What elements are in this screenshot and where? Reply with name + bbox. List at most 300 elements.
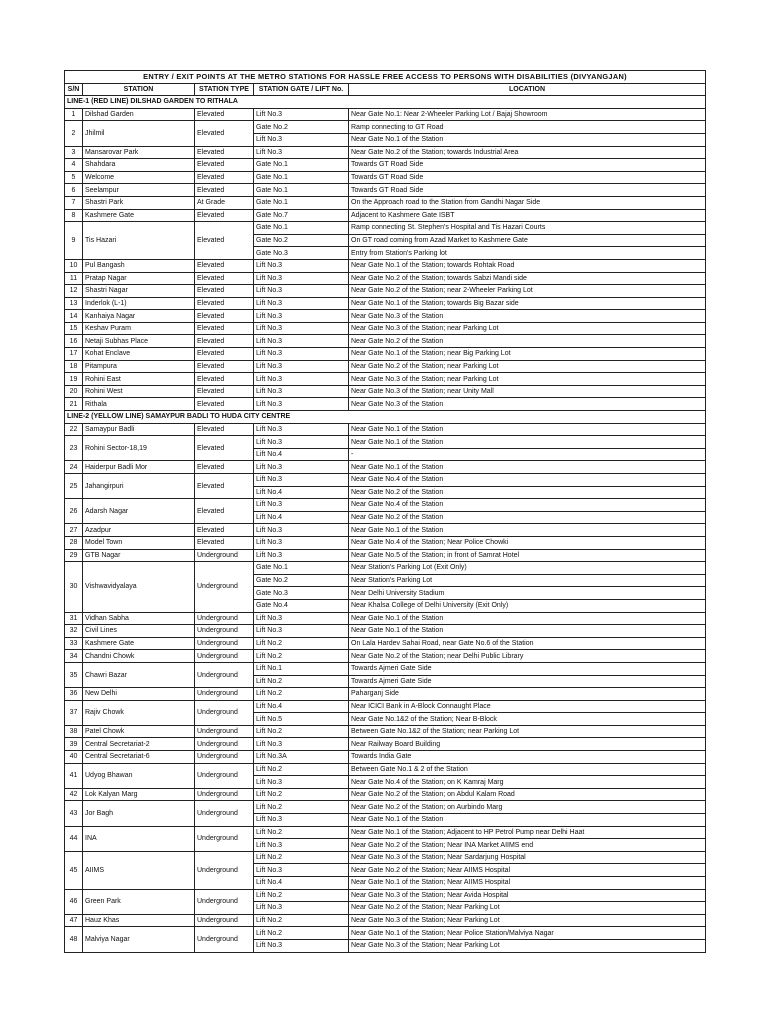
gate-lift-number: Lift No.3 — [254, 549, 349, 562]
station-sn: 35 — [65, 662, 83, 687]
gate-lift-number: Lift No.4 — [254, 448, 349, 461]
gate-lift-number: Lift No.3 — [254, 108, 349, 121]
section-heading-row — [65, 411, 706, 424]
station-type: Elevated — [195, 146, 254, 159]
station-name: Udyog Bhawan — [83, 763, 195, 788]
gate-lift-number: Gate No.3 — [254, 587, 349, 600]
table-row — [65, 562, 706, 575]
gate-lift-number: Lift No.3 — [254, 839, 349, 852]
table-row — [65, 310, 706, 323]
location-description: Near Gate No.2 of the Station; on Abdul Kalam Road — [349, 788, 706, 801]
gate-lift-number: Lift No.3 — [254, 310, 349, 323]
station-name: Jor Bagh — [83, 801, 195, 826]
location-description: Near Gate No.4 of the Station; on K Kamraj Marg — [349, 776, 706, 789]
table-row — [65, 385, 706, 398]
station-type: Elevated — [195, 335, 254, 348]
station-name: Hauz Khas — [83, 914, 195, 927]
station-name: Rajiv Chowk — [83, 700, 195, 725]
station-type: At Grade — [195, 196, 254, 209]
station-sn: 36 — [65, 688, 83, 701]
station-sn: 26 — [65, 499, 83, 524]
station-name: Samaypur Badli — [83, 423, 195, 436]
station-type: Underground — [195, 738, 254, 751]
gate-lift-number: Lift No.4 — [254, 511, 349, 524]
station-sn: 30 — [65, 562, 83, 612]
gate-lift-number: Gate No.1 — [254, 562, 349, 575]
location-description: Adjacent to Kashmere Gate ISBT — [349, 209, 706, 222]
location-description: Near Gate No.3 of the Station — [349, 310, 706, 323]
location-description: Near Gate No.2 of the Station; Near AIIMS Hospital — [349, 864, 706, 877]
column-header-station-type: STATION TYPE — [195, 83, 254, 96]
table-row — [65, 322, 706, 335]
table-row — [65, 259, 706, 272]
table-row — [65, 373, 706, 386]
station-type: Elevated — [195, 121, 254, 146]
station-sn: 39 — [65, 738, 83, 751]
table-row — [65, 536, 706, 549]
station-sn: 42 — [65, 788, 83, 801]
location-description: Near Gate No.3 of the Station; near Unity Mall — [349, 385, 706, 398]
gate-lift-number: Lift No.2 — [254, 914, 349, 927]
gate-lift-number: Lift No.2 — [254, 889, 349, 902]
location-description: Near Gate No.2 of the Station; near 2-Wheeler Parking Lot — [349, 285, 706, 298]
station-sn: 16 — [65, 335, 83, 348]
station-type: Underground — [195, 725, 254, 738]
location-description: Ramp connecting to GT Road — [349, 121, 706, 134]
location-description: Towards GT Road Side — [349, 184, 706, 197]
table-row — [65, 360, 706, 373]
location-description: Near Gate No.1 of the Station — [349, 461, 706, 474]
location-description: Paharganj Side — [349, 688, 706, 701]
station-type: Elevated — [195, 222, 254, 260]
station-sn: 29 — [65, 549, 83, 562]
station-type: Underground — [195, 826, 254, 851]
location-description: Near Gate No.2 of the Station; on Aurbindo Marg — [349, 801, 706, 814]
station-name: Rohini Sector-18,19 — [83, 436, 195, 461]
table-row — [65, 889, 706, 902]
gate-lift-number: Gate No.4 — [254, 599, 349, 612]
location-description: Near Gate No.3 of the Station — [349, 398, 706, 411]
station-sn: 44 — [65, 826, 83, 851]
station-type: Elevated — [195, 461, 254, 474]
accessibility-table-sheet — [64, 70, 705, 953]
location-description: Near Gate No.2 of the Station; Near INA Market AIIMS end — [349, 839, 706, 852]
location-description: Near Gate No.2 of the Station; near Parking Lot — [349, 360, 706, 373]
table-row — [65, 927, 706, 940]
station-sn: 6 — [65, 184, 83, 197]
gate-lift-number: Lift No.4 — [254, 700, 349, 713]
table-row — [65, 335, 706, 348]
gate-lift-number: Lift No.4 — [254, 486, 349, 499]
location-description: Near Gate No.1 of the Station — [349, 436, 706, 449]
station-name: Patel Chowk — [83, 725, 195, 738]
table-row — [65, 688, 706, 701]
station-name: Kohat Enclave — [83, 348, 195, 361]
table-row — [65, 662, 706, 675]
gate-lift-number: Lift No.3 — [254, 423, 349, 436]
station-type: Underground — [195, 700, 254, 725]
gate-lift-number: Lift No.2 — [254, 927, 349, 940]
gate-lift-number: Gate No.2 — [254, 234, 349, 247]
location-description: Near Gate No.1 of the Station — [349, 814, 706, 827]
location-description: - — [349, 448, 706, 461]
table-row — [65, 171, 706, 184]
location-description: Towards GT Road Side — [349, 159, 706, 172]
station-sn: 33 — [65, 637, 83, 650]
station-name: Jhilmil — [83, 121, 195, 146]
table-row — [65, 461, 706, 474]
station-sn: 9 — [65, 222, 83, 260]
location-description: Near Gate No.3 of the Station; near Parking Lot — [349, 322, 706, 335]
location-description: On the Approach road to the Station from Gandhi Nagar Side — [349, 196, 706, 209]
table-row — [65, 826, 706, 839]
gate-lift-number: Lift No.3 — [254, 738, 349, 751]
table-row — [65, 751, 706, 764]
location-description: Near Gate No.1: Near 2-Wheeler Parking Lot / Bajaj Showroom — [349, 108, 706, 121]
location-description: Near Gate No.2 of the Station; towards Industrial Area — [349, 146, 706, 159]
station-name: AIIMS — [83, 851, 195, 889]
station-sn: 40 — [65, 751, 83, 764]
station-type: Underground — [195, 751, 254, 764]
station-type: Elevated — [195, 423, 254, 436]
gate-lift-number: Gate No.7 — [254, 209, 349, 222]
column-header-sn: S/N — [65, 83, 83, 96]
location-description: Near Gate No.4 of the Station; Near Police Chowki — [349, 536, 706, 549]
gate-lift-number: Lift No.2 — [254, 637, 349, 650]
station-name: Rohini East — [83, 373, 195, 386]
station-name: Shastri Park — [83, 196, 195, 209]
station-name: Civil Lines — [83, 625, 195, 638]
location-description: Near Gate No.1&2 of the Station; Near B-Block — [349, 713, 706, 726]
gate-lift-number: Lift No.2 — [254, 675, 349, 688]
gate-lift-number: Lift No.3 — [254, 146, 349, 159]
station-sn: 19 — [65, 373, 83, 386]
location-description: Near Gate No.3 of the Station; Near Parking Lot — [349, 914, 706, 927]
gate-lift-number: Lift No.3 — [254, 461, 349, 474]
station-name: Shahdara — [83, 159, 195, 172]
station-type: Underground — [195, 788, 254, 801]
station-type: Underground — [195, 562, 254, 612]
gate-lift-number: Lift No.3 — [254, 297, 349, 310]
location-description: Near Gate No.1 of the Station — [349, 524, 706, 537]
location-description: Between Gate No.1&2 of the Station; near Parking Lot — [349, 725, 706, 738]
station-type: Elevated — [195, 159, 254, 172]
table-row — [65, 612, 706, 625]
location-description: Near Gate No.5 of the Station; in front of Samrat Hotel — [349, 549, 706, 562]
station-type: Underground — [195, 801, 254, 826]
location-description: Near Gate No.3 of the Station; Near Parking Lot — [349, 939, 706, 952]
station-type: Underground — [195, 612, 254, 625]
station-name: Central Secretariat-6 — [83, 751, 195, 764]
station-sn: 27 — [65, 524, 83, 537]
column-header-station: STATION — [83, 83, 195, 96]
table-row — [65, 121, 706, 134]
station-name: Tis Hazari — [83, 222, 195, 260]
station-type: Underground — [195, 851, 254, 889]
station-name: Kanhaiya Nagar — [83, 310, 195, 323]
gate-lift-number: Lift No.2 — [254, 650, 349, 663]
station-type: Underground — [195, 889, 254, 914]
station-sn: 20 — [65, 385, 83, 398]
gate-lift-number: Lift No.3 — [254, 776, 349, 789]
gate-lift-number: Gate No.2 — [254, 121, 349, 134]
location-description: Near Gate No.2 of the Station; towards Sabzi Mandi side — [349, 272, 706, 285]
station-sn: 8 — [65, 209, 83, 222]
station-type: Underground — [195, 637, 254, 650]
table-row — [65, 851, 706, 864]
gate-lift-number: Lift No.3 — [254, 133, 349, 146]
gate-lift-number: Lift No.3 — [254, 348, 349, 361]
station-type: Underground — [195, 650, 254, 663]
location-description: Near Gate No.3 of the Station; near Parking Lot — [349, 373, 706, 386]
station-sn: 12 — [65, 285, 83, 298]
location-description: Near Gate No.1 of the Station; Near AIIMS Hospital — [349, 877, 706, 890]
table-row — [65, 700, 706, 713]
station-type: Elevated — [195, 285, 254, 298]
station-name: Kashmere Gate — [83, 209, 195, 222]
gate-lift-number: Lift No.5 — [254, 713, 349, 726]
station-name: Malviya Nagar — [83, 927, 195, 952]
station-name: Rohini West — [83, 385, 195, 398]
station-type: Elevated — [195, 297, 254, 310]
station-sn: 38 — [65, 725, 83, 738]
station-sn: 10 — [65, 259, 83, 272]
column-header-location: LOCATION — [349, 83, 706, 96]
station-name: Pul Bangash — [83, 259, 195, 272]
gate-lift-number: Lift No.3 — [254, 385, 349, 398]
station-type: Elevated — [195, 536, 254, 549]
table-row — [65, 524, 706, 537]
location-description: Near Gate No.1 of the Station — [349, 423, 706, 436]
station-name: Dilshad Garden — [83, 108, 195, 121]
table-row — [65, 914, 706, 927]
table-row — [65, 650, 706, 663]
station-name: Inderlok (L-1) — [83, 297, 195, 310]
location-description: Near Gate No.2 of the Station; Near Parking Lot — [349, 902, 706, 915]
station-sn: 14 — [65, 310, 83, 323]
table-row — [65, 763, 706, 776]
location-description: Near Gate No.2 of the Station — [349, 335, 706, 348]
table-row — [65, 196, 706, 209]
location-description: Near Gate No.4 of the Station — [349, 499, 706, 512]
table-row — [65, 725, 706, 738]
station-sn: 25 — [65, 474, 83, 499]
location-description: Near Gate No.1 of the Station; Near Police Station/Malviya Nagar — [349, 927, 706, 940]
gate-lift-number: Lift No.2 — [254, 801, 349, 814]
station-name: Model Town — [83, 536, 195, 549]
location-description: Near Gate No.2 of the Station — [349, 486, 706, 499]
station-sn: 22 — [65, 423, 83, 436]
station-type: Underground — [195, 927, 254, 952]
station-type: Underground — [195, 625, 254, 638]
station-name: Chandni Chowk — [83, 650, 195, 663]
location-description: Near Delhi University Stadium — [349, 587, 706, 600]
gate-lift-number: Lift No.3 — [254, 536, 349, 549]
gate-lift-number: Gate No.1 — [254, 171, 349, 184]
table-row — [65, 184, 706, 197]
station-name: Keshav Puram — [83, 322, 195, 335]
station-sn: 47 — [65, 914, 83, 927]
station-type: Elevated — [195, 259, 254, 272]
table-row — [65, 146, 706, 159]
station-sn: 11 — [65, 272, 83, 285]
gate-lift-number: Lift No.4 — [254, 877, 349, 890]
gate-lift-number: Gate No.2 — [254, 574, 349, 587]
table-title: ENTRY / EXIT POINTS AT THE METRO STATIONS FOR HASSLE FREE ACCESS TO PERSONS WITH DISABILITIES (DIVYANGJAN) — [65, 71, 706, 84]
station-type: Underground — [195, 549, 254, 562]
table-row — [65, 423, 706, 436]
station-type: Elevated — [195, 310, 254, 323]
table-row — [65, 549, 706, 562]
station-name: Central Secretariat-2 — [83, 738, 195, 751]
station-sn: 43 — [65, 801, 83, 826]
station-type: Elevated — [195, 322, 254, 335]
table-body — [65, 96, 706, 952]
station-type: Underground — [195, 688, 254, 701]
station-sn: 5 — [65, 171, 83, 184]
station-type: Elevated — [195, 436, 254, 461]
station-name: Netaji Subhas Place — [83, 335, 195, 348]
section-heading: LINE-2 (YELLOW LINE) SAMAYPUR BADLI TO HUDA CITY CENTRE — [65, 411, 706, 424]
station-type: Elevated — [195, 108, 254, 121]
table-row — [65, 398, 706, 411]
location-description: Near Gate No.1 of the Station — [349, 612, 706, 625]
table-row — [65, 738, 706, 751]
section-heading-row — [65, 96, 706, 109]
station-name: GTB Nagar — [83, 549, 195, 562]
station-sn: 17 — [65, 348, 83, 361]
table-row — [65, 272, 706, 285]
location-description: On GT road coming from Azad Market to Kashmere Gate — [349, 234, 706, 247]
gate-lift-number: Gate No.1 — [254, 196, 349, 209]
station-type: Elevated — [195, 209, 254, 222]
gate-lift-number: Lift No.3 — [254, 524, 349, 537]
table-row — [65, 222, 706, 235]
gate-lift-number: Lift No.2 — [254, 788, 349, 801]
gate-lift-number: Gate No.3 — [254, 247, 349, 260]
station-type: Elevated — [195, 474, 254, 499]
station-sn: 15 — [65, 322, 83, 335]
gate-lift-number: Gate No.1 — [254, 184, 349, 197]
station-name: Lok Kalyan Marg — [83, 788, 195, 801]
gate-lift-number: Lift No.2 — [254, 763, 349, 776]
table-row — [65, 108, 706, 121]
table-row — [65, 637, 706, 650]
station-sn: 18 — [65, 360, 83, 373]
location-description: Towards Ajmeri Gate Side — [349, 662, 706, 675]
gate-lift-number: Lift No.3 — [254, 272, 349, 285]
station-sn: 28 — [65, 536, 83, 549]
station-type: Underground — [195, 914, 254, 927]
table-row — [65, 436, 706, 449]
table-row — [65, 285, 706, 298]
station-type: Elevated — [195, 348, 254, 361]
column-header-gate-lift: STATION GATE / LIFT No. — [254, 83, 349, 96]
station-type: Underground — [195, 763, 254, 788]
gate-lift-number: Lift No.3 — [254, 625, 349, 638]
station-type: Elevated — [195, 398, 254, 411]
station-name: Seelampur — [83, 184, 195, 197]
table-row — [65, 348, 706, 361]
station-sn: 13 — [65, 297, 83, 310]
location-description: Near Gate No.4 of the Station — [349, 474, 706, 487]
location-description: Near Gate No.1 of the Station; towards Rohtak Road — [349, 259, 706, 272]
station-name: Adarsh Nagar — [83, 499, 195, 524]
gate-lift-number: Lift No.2 — [254, 826, 349, 839]
gate-lift-number: Gate No.1 — [254, 159, 349, 172]
table-row — [65, 788, 706, 801]
table-row — [65, 801, 706, 814]
station-type: Elevated — [195, 499, 254, 524]
station-name: Welcome — [83, 171, 195, 184]
gate-lift-number: Lift No.3 — [254, 322, 349, 335]
station-name: Chawri Bazar — [83, 662, 195, 687]
station-sn: 7 — [65, 196, 83, 209]
station-sn: 3 — [65, 146, 83, 159]
station-sn: 1 — [65, 108, 83, 121]
station-type: Elevated — [195, 524, 254, 537]
station-name: INA — [83, 826, 195, 851]
station-name: Shastri Nagar — [83, 285, 195, 298]
table-row — [65, 625, 706, 638]
location-description: Towards Ajmeri Gate Side — [349, 675, 706, 688]
location-description: On Lala Hardev Sahai Road, near Gate No.6 of the Station — [349, 637, 706, 650]
station-name: Vishwavidyalaya — [83, 562, 195, 612]
station-name: Kashmere Gate — [83, 637, 195, 650]
gate-lift-number: Lift No.3 — [254, 814, 349, 827]
station-type: Elevated — [195, 385, 254, 398]
metro-access-table — [64, 70, 706, 953]
station-type: Underground — [195, 662, 254, 687]
location-description: Near Khalsa College of Delhi University (Exit Only) — [349, 599, 706, 612]
station-sn: 37 — [65, 700, 83, 725]
gate-lift-number: Lift No.3A — [254, 751, 349, 764]
gate-lift-number: Lift No.3 — [254, 360, 349, 373]
gate-lift-number: Lift No.3 — [254, 902, 349, 915]
table-row — [65, 499, 706, 512]
station-type: Elevated — [195, 360, 254, 373]
station-sn: 34 — [65, 650, 83, 663]
location-description: Near Gate No.1 of the Station; Adjacent to HP Petrol Pump near Delhi Haat — [349, 826, 706, 839]
gate-lift-number: Lift No.3 — [254, 373, 349, 386]
station-sn: 45 — [65, 851, 83, 889]
location-description: Between Gate No.1 & 2 of the Station — [349, 763, 706, 776]
station-name: Rithala — [83, 398, 195, 411]
station-type: Elevated — [195, 184, 254, 197]
location-description: Near Gate No.1 of the Station; towards Big Bazar side — [349, 297, 706, 310]
gate-lift-number: Lift No.3 — [254, 259, 349, 272]
station-name: New Delhi — [83, 688, 195, 701]
location-description: Ramp connecting St. Stephen's Hospital and Tis Hazari Courts — [349, 222, 706, 235]
location-description: Entry from Station's Parking lot — [349, 247, 706, 260]
location-description: Near Gate No.2 of the Station; near Delhi Public Library — [349, 650, 706, 663]
location-description: Near Station's Parking Lot — [349, 574, 706, 587]
location-description: Towards India Gate — [349, 751, 706, 764]
gate-lift-number: Lift No.3 — [254, 474, 349, 487]
station-sn: 46 — [65, 889, 83, 914]
gate-lift-number: Gate No.1 — [254, 222, 349, 235]
station-sn: 23 — [65, 436, 83, 461]
station-sn: 41 — [65, 763, 83, 788]
location-description: Near Gate No.1 of the Station — [349, 133, 706, 146]
column-header-row — [65, 83, 706, 96]
gate-lift-number: Lift No.1 — [254, 662, 349, 675]
location-description: Near Gate No.2 of the Station — [349, 511, 706, 524]
table-row — [65, 474, 706, 487]
station-sn: 24 — [65, 461, 83, 474]
station-type: Elevated — [195, 373, 254, 386]
gate-lift-number: Lift No.2 — [254, 851, 349, 864]
